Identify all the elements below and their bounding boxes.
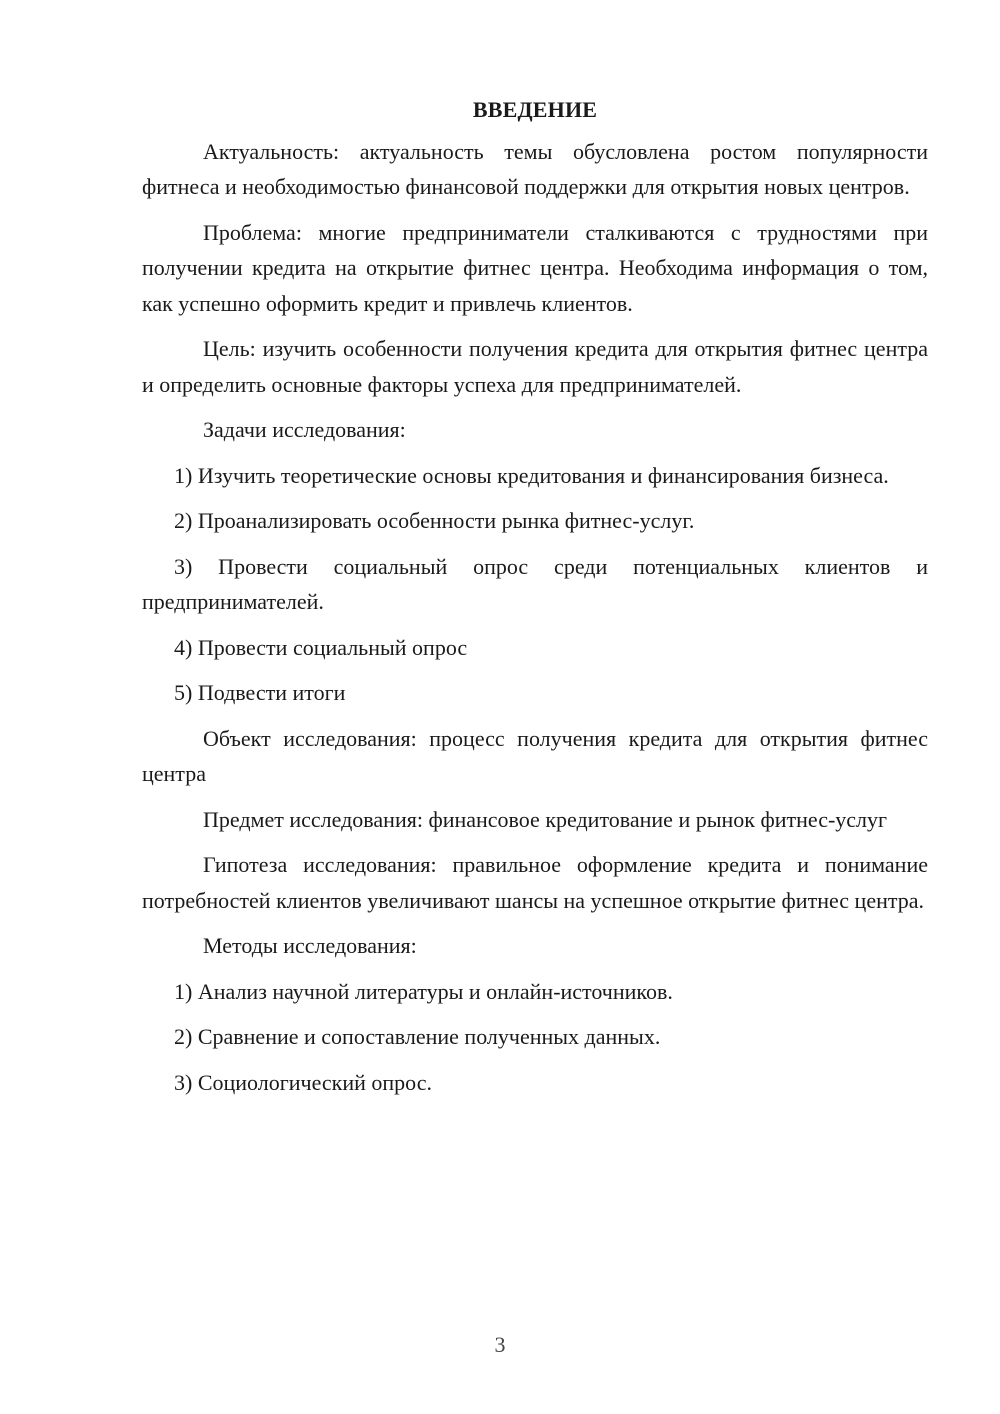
list-item-task-1: 1) Изучить теоретические основы кредитования и финансирования бизнеса. xyxy=(174,462,889,488)
page-title: ВВЕДЕНИЕ xyxy=(472,97,598,122)
paragraph-problem: Проблема: многие предприниматели сталкиваются с трудностями при получении кредита на открытие фитнес центра. Необходима информация о том, как успешно оформить кредит и привлечь клиентов. xyxy=(142,219,928,316)
document-page xyxy=(142,92,928,1110)
list-item-task-5: 5) Подвести итоги xyxy=(174,680,346,705)
paragraph-methods-heading: Методы исследования: xyxy=(203,933,417,958)
paragraph-goal: Цель: изучить особенности получения кредита для открытия фитнес центра и определить основные факторы успеха для предпринимателей. xyxy=(142,336,928,397)
paragraph-hypothesis: Гипотеза исследования: правильное оформление кредита и понимание потребностей клиентов увеличивают шансы на успешное открытие фитнес центра. xyxy=(142,852,928,913)
paragraph-object: Объект исследования: процесс получения кредита для открытия фитнес центра xyxy=(142,725,928,786)
paragraph-tasks-heading: Задачи исследования: xyxy=(203,417,406,442)
list-item-method-2: 2) Сравнение и сопоставление полученных данных. xyxy=(174,1024,661,1049)
list-item-task-2: 2) Проанализировать особенности рынка фитнес-услуг. xyxy=(174,508,695,533)
page-number: 3 xyxy=(494,1332,506,1357)
list-item-task-3: 3) Провести социальный опрос среди потенциальных клиентов и предпринимателей. xyxy=(142,553,928,614)
paragraph-subject: Предмет исследования: финансовое кредитование и рынок фитнес-услуг xyxy=(203,806,888,832)
list-item-method-1: 1) Анализ научной литературы и онлайн-источников. xyxy=(174,978,673,1004)
paragraph-relevance: Актуальность: актуальность темы обусловлена ростом популярности фитнеса и необходимостью финансовой поддержки для открытия новых центров. xyxy=(142,138,928,199)
list-item-method-3: 3) Социологический опрос. xyxy=(174,1069,432,1095)
list-item-task-4: 4) Провести социальный опрос xyxy=(174,634,468,660)
